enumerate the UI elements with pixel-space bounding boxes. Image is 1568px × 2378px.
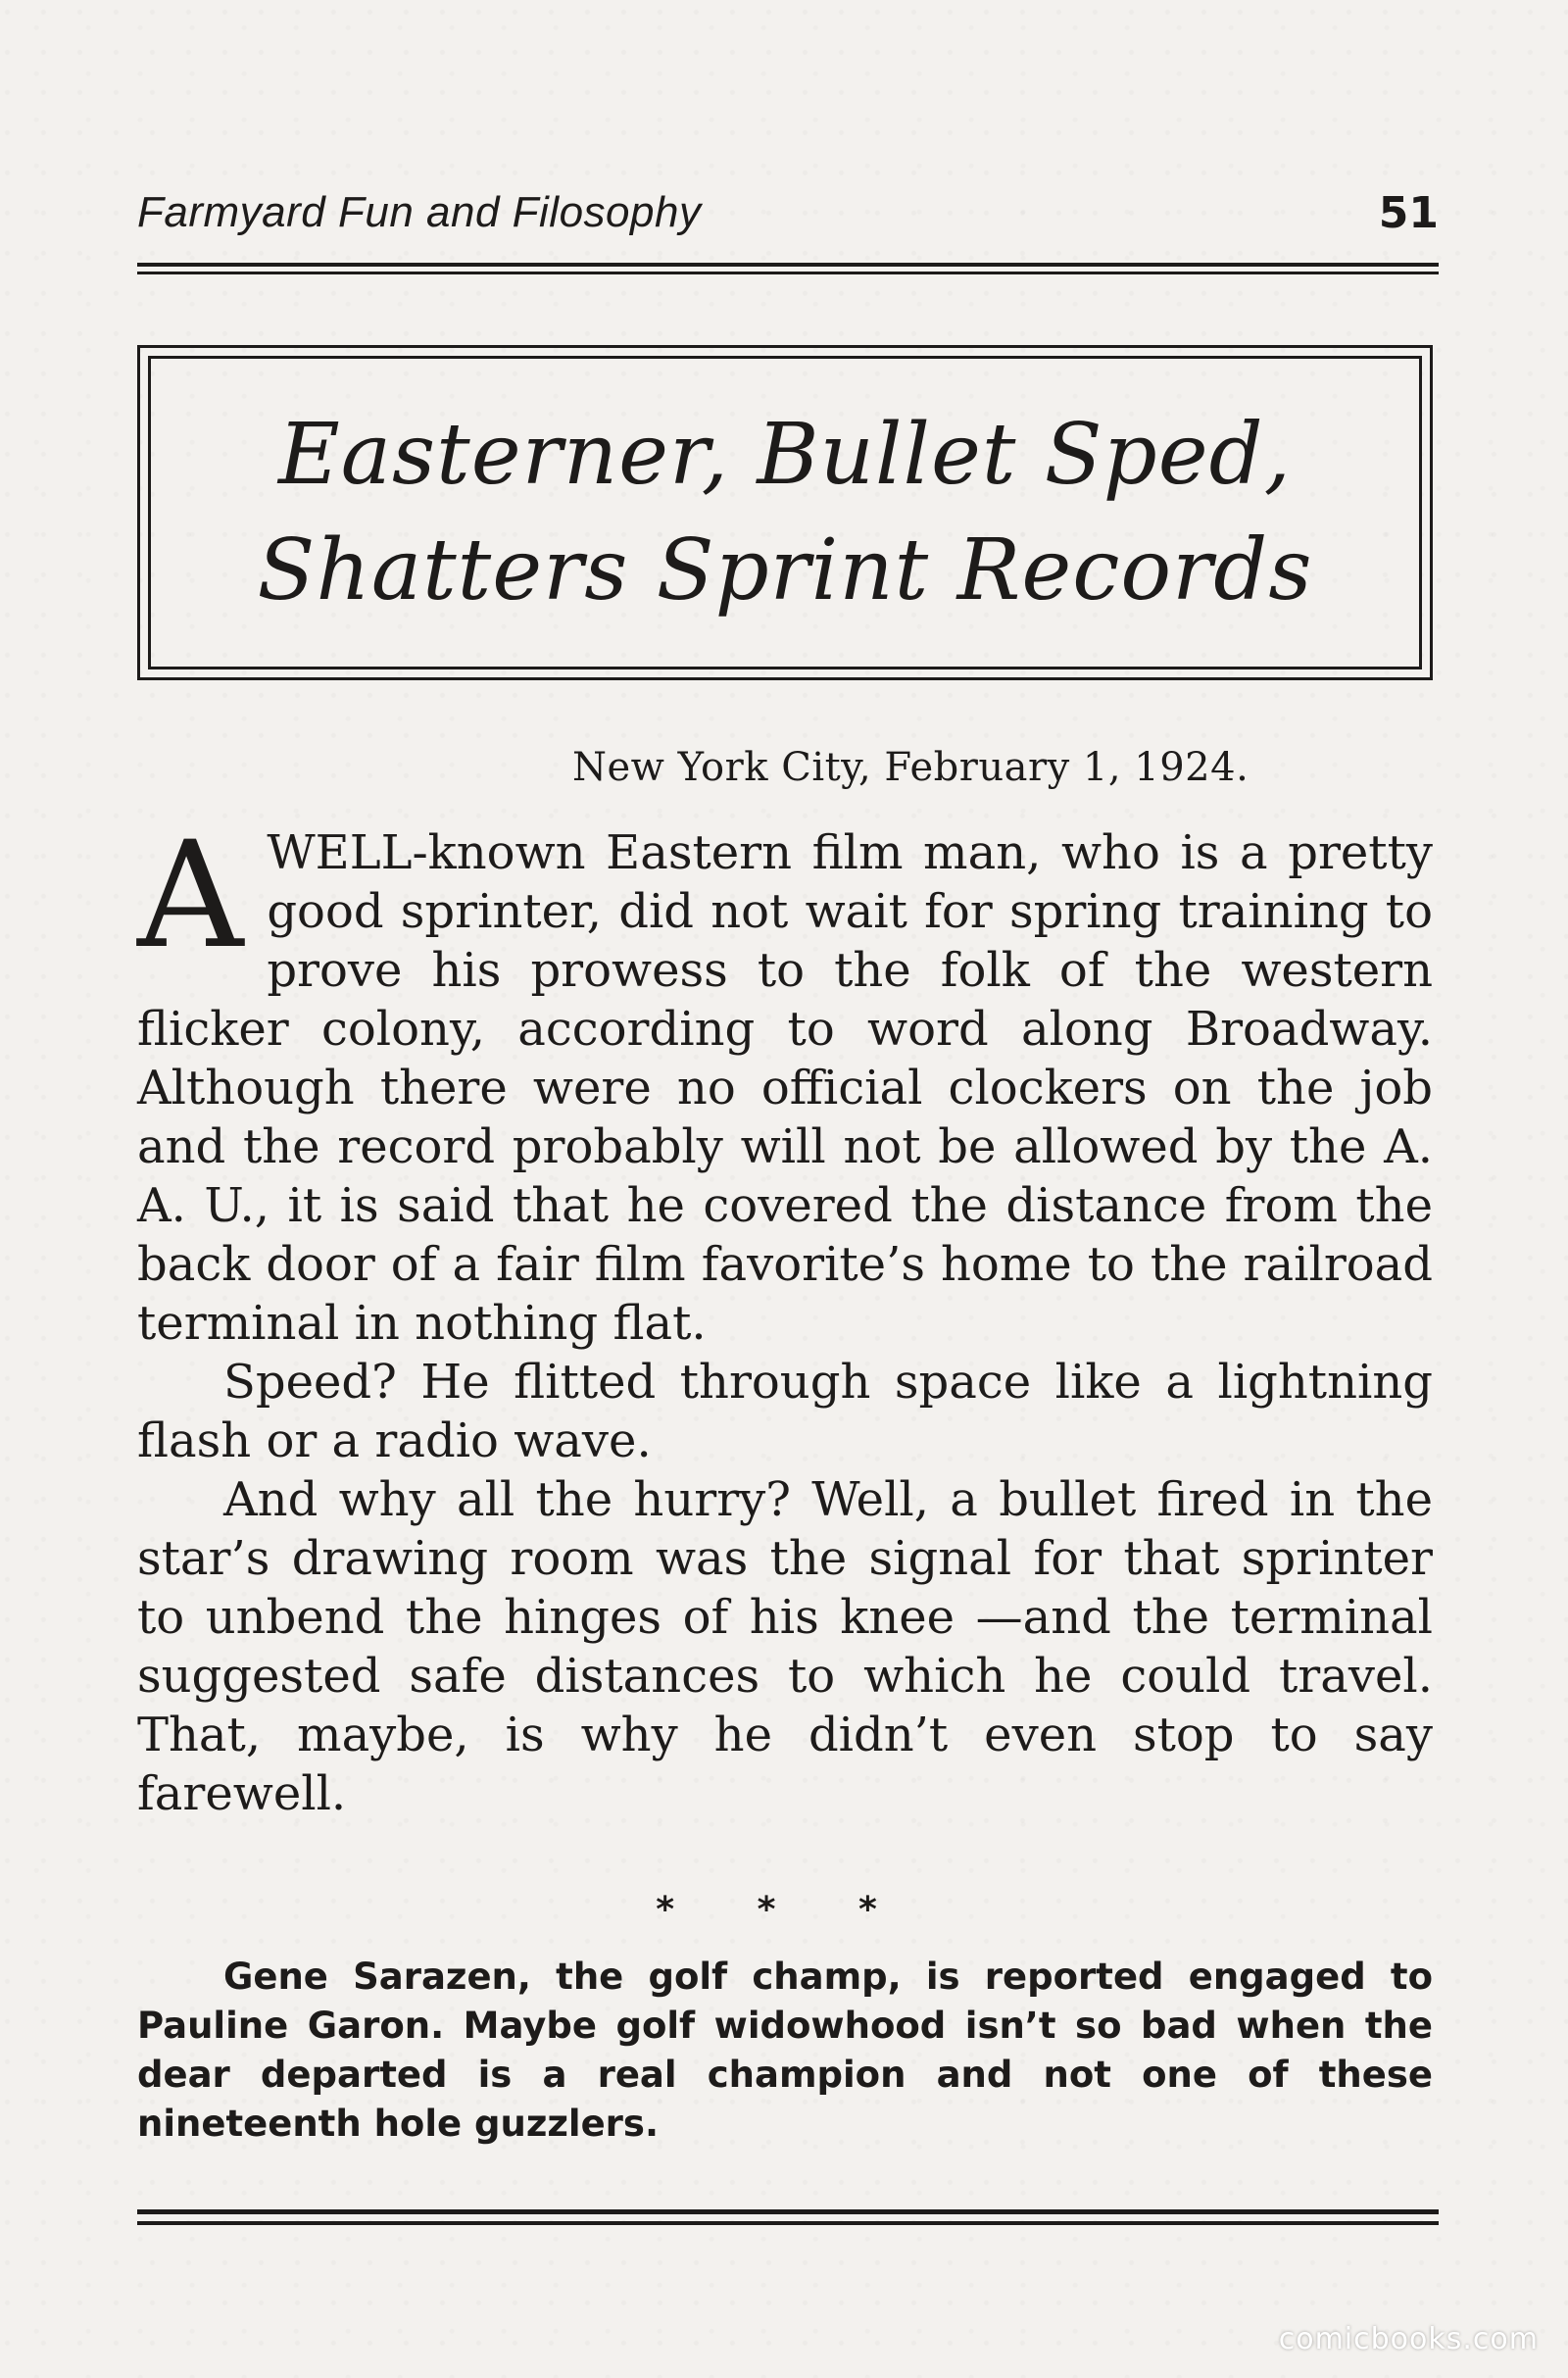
article-paragraph-2: Speed? He flitted through space like a lightning flash or a radio wave. bbox=[137, 1355, 1433, 1468]
article-paragraph-1-text: WELL-known Eastern film man, who is a pretty good sprinter, did not wait for spring training to prove his prowess to the folk of the western flicker colony, according to word along Broadway. Although there were no official clockers on the job and the record probably will not be allowed by the A. A. U., it is said that he covered the distance from the back door of a fair film favorite’s home to the railroad terminal in nothing flat. bbox=[137, 825, 1433, 1351]
running-header bbox=[137, 188, 1439, 257]
headline-box-inner bbox=[148, 356, 1422, 669]
page-number: 51 bbox=[1378, 188, 1439, 238]
headline-line-1: Easterner, Bullet Sped, bbox=[277, 406, 1292, 504]
footer-double-rule bbox=[137, 2209, 1439, 2225]
headline-box bbox=[137, 345, 1433, 680]
article-paragraph-1 bbox=[137, 811, 1433, 1353]
article-paragraph-3: And why all the hurry? Well, a bullet fired in the star’s drawing room was the signal for that sprinter to unbend the hinges of his knee —and the terminal suggested safe distances to which he could travel. That, maybe, is why he didn’t even stop to say farewell. bbox=[137, 1472, 1433, 1821]
section-separator: * * * bbox=[656, 1890, 912, 1930]
headline-line-2: Shatters Sprint Records bbox=[257, 521, 1313, 619]
watermark: comicbooks.com bbox=[1278, 2322, 1539, 2356]
article-body bbox=[137, 811, 1433, 1823]
drop-cap: A bbox=[137, 811, 244, 981]
dateline: New York City, February 1, 1924. bbox=[572, 745, 1250, 790]
gossip-note: Gene Sarazen, the golf champ, is reported engaged to Pauline Garon. Maybe golf widowhood isn’t so bad when the dear departed is a real champion and not one of these nineteenth hole guzzlers. bbox=[137, 1956, 1433, 2145]
header-double-rule bbox=[137, 263, 1439, 274]
running-title: Farmyard Fun and Filosophy bbox=[137, 188, 702, 236]
